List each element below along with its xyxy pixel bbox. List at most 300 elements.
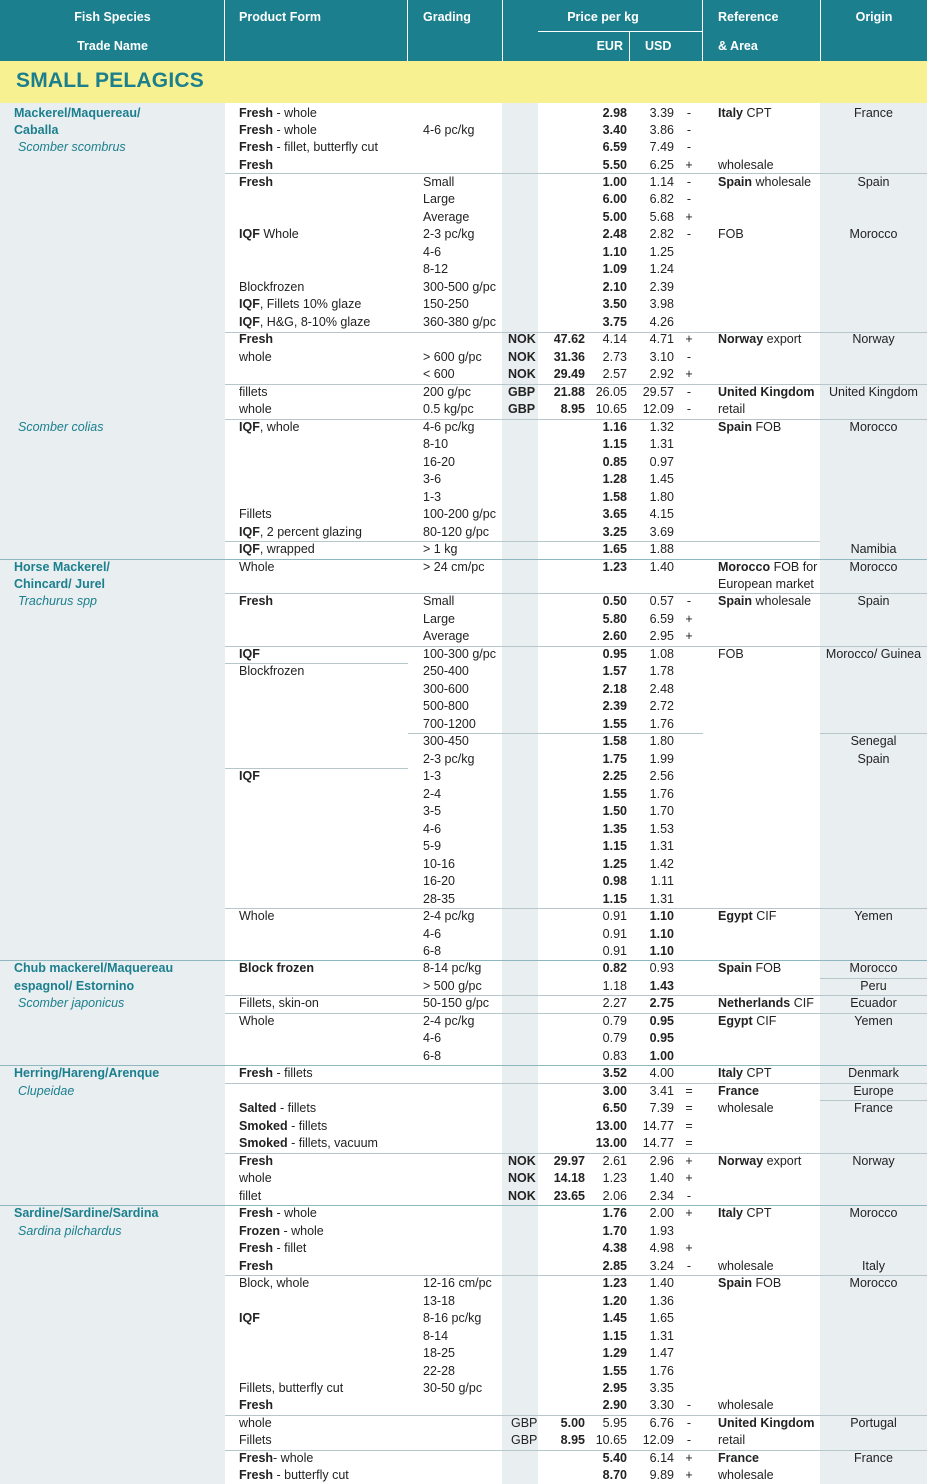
price-eur: 1.35	[602, 822, 627, 836]
trend-indicator: +	[685, 158, 693, 172]
species-label: Scomber scombrus	[18, 140, 126, 154]
price-eur: 1.55	[602, 787, 627, 801]
trend-indicator: -	[686, 192, 692, 206]
reference-area: FOB	[718, 227, 744, 241]
price-usd: 0.95	[649, 1031, 674, 1045]
price-usd: 12.09	[642, 1433, 674, 1447]
header-price-divider	[538, 31, 703, 32]
price-eur: 1.23	[602, 1276, 627, 1290]
price-usd: 6.82	[649, 192, 674, 206]
price-usd: 1.32	[649, 420, 674, 434]
header-species-label: Fish Species	[74, 10, 151, 24]
grading: 2-4	[423, 787, 442, 801]
product-form: IQF, whole	[239, 420, 300, 434]
grading: 4-6 pc/kg	[423, 420, 475, 434]
grading: 300-600	[423, 682, 469, 696]
local-price: 29.49	[553, 367, 585, 381]
price-eur: 0.91	[602, 944, 627, 958]
reference-area: Spain FOB	[718, 1276, 782, 1290]
price-usd: 7.39	[649, 1101, 674, 1115]
price-eur: 1.15	[602, 839, 627, 853]
reference-area: Italy CPT	[718, 1066, 772, 1080]
currency: NOK	[508, 1154, 536, 1168]
origin: Ecuador	[850, 996, 897, 1010]
trend-indicator: -	[686, 227, 692, 241]
grading: 2-3 pc/kg	[423, 752, 475, 766]
reference-area: France	[718, 1451, 759, 1465]
price-eur: 13.00	[595, 1119, 627, 1133]
price-usd: 4.15	[649, 507, 674, 521]
price-eur: 1.23	[602, 560, 627, 574]
price-eur: 0.95	[602, 647, 627, 661]
price-usd: 1.11	[650, 874, 674, 888]
reference-area: wholesale	[718, 158, 774, 172]
header-col-origin	[821, 0, 927, 61]
price-usd: 1.65	[649, 1311, 674, 1325]
trend-indicator: -	[686, 594, 692, 608]
local-price: 5.00	[560, 1416, 585, 1430]
price-eur: 6.59	[602, 140, 627, 154]
origin: Morocco	[849, 560, 898, 574]
reference-area: Spain FOB	[718, 420, 782, 434]
price-eur: 1.15	[602, 437, 627, 451]
price-usd: 1.25	[649, 245, 674, 259]
grading: 3-6	[423, 472, 442, 486]
product-form: fillet	[239, 1189, 262, 1203]
origin: Yemen	[854, 1014, 893, 1028]
grading: 100-200 g/pc	[423, 507, 496, 521]
price-eur: 2.27	[602, 996, 627, 1010]
reference-area: Egypt CIF	[718, 909, 777, 923]
price-eur: 3.00	[602, 1084, 627, 1098]
grading: 300-500 g/pc	[423, 280, 496, 294]
price-eur: 10.65	[595, 1433, 627, 1447]
species-label: Scomber colias	[18, 420, 104, 434]
trend-indicator: -	[686, 385, 692, 399]
price-eur: 3.75	[602, 315, 627, 329]
table-header	[0, 0, 927, 61]
price-eur: 1.18	[602, 979, 627, 993]
species-label: Sardine/Sardine/Sardina	[14, 1206, 159, 1220]
grading: 8-14	[423, 1329, 449, 1343]
price-usd: 1.31	[649, 839, 674, 853]
price-eur: 2.90	[602, 1398, 627, 1412]
local-price: 21.88	[553, 385, 585, 399]
trend-indicator: =	[685, 1119, 693, 1133]
price-eur: 1.25	[602, 857, 627, 871]
section-band	[0, 61, 927, 103]
header-col-reference	[703, 0, 821, 61]
grading: Small	[423, 594, 455, 608]
price-usd: 1.31	[649, 437, 674, 451]
product-form: Smoked - fillets, vacuum	[239, 1136, 378, 1150]
price-eur: 10.65	[595, 402, 627, 416]
price-usd: 29.57	[642, 385, 674, 399]
currency: NOK	[508, 350, 536, 364]
price-usd: 0.93	[649, 961, 674, 975]
price-eur: 0.79	[602, 1014, 627, 1028]
local-price: 8.95	[560, 402, 585, 416]
price-usd: 7.49	[649, 140, 674, 154]
price-usd: 6.14	[649, 1451, 674, 1465]
product-form: Smoked - fillets	[239, 1119, 328, 1133]
price-eur: 1.15	[602, 1329, 627, 1343]
price-eur: 3.50	[602, 297, 627, 311]
trend-indicator: -	[686, 1416, 692, 1430]
grading: 8-16 pc/kg	[423, 1311, 482, 1325]
price-usd: 2.39	[649, 280, 674, 294]
price-usd: 3.86	[649, 123, 674, 137]
price-usd: 3.35	[649, 1381, 674, 1395]
reference-area: Norway export	[718, 1154, 802, 1168]
origin: Spain	[857, 752, 890, 766]
price-eur: 2.61	[602, 1154, 627, 1168]
header-eur-label: EUR	[596, 39, 623, 53]
price-eur: 5.50	[602, 158, 627, 172]
currency: GBP	[508, 385, 536, 399]
origin: Morocco	[849, 420, 898, 434]
product-form: Fresh - whole	[239, 123, 317, 137]
grading: 0.5 kg/pc	[423, 402, 474, 416]
price-eur: 2.48	[602, 227, 627, 241]
reference-area: wholesale	[718, 1398, 774, 1412]
price-usd: 1.80	[649, 734, 674, 748]
origin: France	[854, 106, 893, 120]
price-eur: 1.29	[602, 1346, 627, 1360]
price-eur: 4.14	[602, 332, 627, 346]
currency: GBP	[511, 1433, 538, 1447]
price-usd: 14.77	[642, 1136, 674, 1150]
price-eur: 26.05	[595, 385, 627, 399]
trend-indicator: -	[686, 1398, 692, 1412]
price-eur: 1.55	[602, 717, 627, 731]
price-eur: 2.25	[602, 769, 627, 783]
price-usd: 1.31	[649, 1329, 674, 1343]
species-label: Chincard/ Jurel	[14, 577, 105, 591]
product-form: Fillets, butterfly cut	[239, 1381, 344, 1395]
price-usd: 4.26	[649, 315, 674, 329]
trend-indicator: -	[686, 402, 692, 416]
product-form: Fresh - butterfly cut	[239, 1468, 349, 1482]
price-usd: 3.30	[649, 1398, 674, 1412]
price-usd: 1.80	[649, 490, 674, 504]
price-eur: 5.95	[602, 1416, 627, 1430]
price-usd: 1.24	[649, 262, 674, 276]
trend-indicator: +	[685, 1171, 693, 1185]
grading: 4-6	[423, 927, 442, 941]
price-eur: 1.45	[602, 1311, 627, 1325]
price-usd: 5.68	[649, 210, 674, 224]
grading: Average	[423, 629, 470, 643]
trend-indicator: +	[685, 612, 693, 626]
price-eur: 2.39	[602, 699, 627, 713]
origin: Norway	[852, 1154, 895, 1168]
trend-indicator: +	[685, 1154, 693, 1168]
grading: 300-450	[423, 734, 469, 748]
trend-indicator: +	[685, 1451, 693, 1465]
price-usd: 2.82	[649, 227, 674, 241]
price-eur: 1.20	[602, 1294, 627, 1308]
local-price: 14.18	[553, 1171, 585, 1185]
price-usd: 1.31	[649, 892, 674, 906]
species-column-shade	[0, 103, 225, 1484]
grading: 18-25	[423, 1346, 455, 1360]
product-form: IQF, H&G, 8-10% glaze	[239, 315, 371, 329]
price-eur: 2.18	[602, 682, 627, 696]
price-eur: 2.95	[602, 1381, 627, 1395]
header-usd-label: USD	[645, 39, 672, 53]
row-divider	[225, 173, 927, 174]
origin: Portugal	[850, 1416, 897, 1430]
price-eur: 13.00	[595, 1136, 627, 1150]
origin: Norway	[852, 332, 895, 346]
price-usd: 1.76	[649, 1364, 674, 1378]
price-eur: 2.06	[602, 1189, 627, 1203]
trend-indicator: -	[686, 1259, 692, 1273]
price-usd: 1.14	[649, 175, 674, 189]
grading: 28-35	[423, 892, 455, 906]
product-form: Fresh	[239, 594, 274, 608]
price-usd: 1.47	[649, 1346, 674, 1360]
price-eur: 4.38	[602, 1241, 627, 1255]
product-form: IQF	[239, 769, 260, 783]
grading: 30-50 g/pc	[423, 1381, 483, 1395]
origin: Europe	[853, 1084, 894, 1098]
reference-area: Spain wholesale	[718, 594, 812, 608]
species-label: Mackerel/Maquereau/	[14, 106, 141, 120]
price-usd: 1.40	[649, 560, 674, 574]
product-form: Fresh - fillets	[239, 1066, 313, 1080]
product-form: Fresh - fillet, butterfly cut	[239, 140, 378, 154]
product-form: whole	[239, 1416, 272, 1430]
product-form: IQF, wrapped	[239, 542, 315, 556]
price-eur: 0.79	[602, 1031, 627, 1045]
local-price: 47.62	[553, 332, 585, 346]
trend-indicator: +	[685, 332, 693, 346]
price-eur: 1.10	[602, 245, 627, 259]
price-usd: 0.95	[649, 1014, 674, 1028]
species-label: Clupeidae	[18, 1084, 75, 1098]
species-label: Horse Mackerel/	[14, 560, 110, 574]
reference-area: wholesale	[718, 1468, 774, 1482]
product-form: Whole	[239, 1014, 275, 1028]
price-usd: 1.53	[649, 822, 674, 836]
reference-area: Spain FOB	[718, 961, 782, 975]
header-eur-usd-divider	[629, 31, 630, 61]
product-form: Fresh- whole	[239, 1451, 314, 1465]
grading: 700-1200	[423, 717, 476, 731]
trend-indicator: -	[686, 175, 692, 189]
product-form: IQF	[239, 647, 260, 661]
grading: 8-14 pc/kg	[423, 961, 482, 975]
origin: France	[854, 1101, 893, 1115]
grading: 200 g/pc	[423, 385, 471, 399]
price-usd: 1.40	[649, 1171, 674, 1185]
price-eur: 1.00	[602, 175, 627, 189]
local-price: 8.95	[560, 1433, 585, 1447]
product-form: whole	[239, 350, 272, 364]
product-form: Fresh - whole	[239, 1206, 317, 1220]
grading: 5-9	[423, 839, 442, 853]
price-eur: 1.15	[602, 892, 627, 906]
trend-indicator: -	[686, 1189, 692, 1203]
grading: 2-4 pc/kg	[423, 1014, 475, 1028]
local-price: 23.65	[553, 1189, 585, 1203]
header-origin-label: Origin	[855, 10, 893, 24]
price-eur: 1.75	[602, 752, 627, 766]
product-form: Fresh - whole	[239, 106, 317, 120]
price-eur: 1.76	[602, 1206, 627, 1220]
price-eur: 3.52	[602, 1066, 627, 1080]
price-usd: 6.76	[649, 1416, 674, 1430]
price-eur: 2.98	[602, 106, 627, 120]
product-form: Whole	[239, 560, 275, 574]
grading: 250-400	[423, 664, 469, 678]
price-usd: 2.92	[649, 367, 674, 381]
product-form: Fillets, skin-on	[239, 996, 319, 1010]
price-eur: 2.73	[602, 350, 627, 364]
price-usd: 0.97	[649, 455, 674, 469]
origin: Yemen	[854, 909, 893, 923]
grading: Average	[423, 210, 470, 224]
grading: Large	[423, 192, 455, 206]
grading: 4-6 pc/kg	[423, 123, 475, 137]
price-eur: 6.50	[602, 1101, 627, 1115]
grading: 150-250	[423, 297, 469, 311]
product-form: Blockfrozen	[239, 664, 305, 678]
price-eur: 1.23	[602, 1171, 627, 1185]
grading: > 600 g/pc	[423, 350, 482, 364]
price-eur: 1.58	[602, 490, 627, 504]
reference-area: wholesale	[718, 1259, 774, 1273]
price-eur: 0.85	[602, 455, 627, 469]
grading: 80-120 g/pc	[423, 525, 490, 539]
reference-area: Italy CPT	[718, 106, 772, 120]
product-form: whole	[239, 1171, 272, 1185]
price-usd: 1.36	[649, 1294, 674, 1308]
grading: 4-6	[423, 245, 442, 259]
trend-indicator: =	[685, 1136, 693, 1150]
price-usd: 12.09	[642, 402, 674, 416]
price-eur: 1.70	[602, 1224, 627, 1238]
header-col-grading	[408, 0, 503, 61]
currency-column-shade	[502, 103, 538, 1484]
price-usd: 1.10	[649, 944, 674, 958]
currency: NOK	[508, 1171, 536, 1185]
grading: 22-28	[423, 1364, 455, 1378]
product-form: fillets	[239, 385, 268, 399]
price-eur: 2.60	[602, 629, 627, 643]
price-eur: 0.98	[602, 874, 627, 888]
price-eur: 1.50	[602, 804, 627, 818]
reference-area: European market	[718, 577, 814, 591]
currency: NOK	[508, 367, 536, 381]
header-grading-label: Grading	[423, 10, 471, 24]
grading: > 500 g/pc	[423, 979, 482, 993]
reference-area: United Kingdom	[718, 385, 815, 399]
grading: > 1 kg	[423, 542, 458, 556]
price-usd: 1.40	[649, 1276, 674, 1290]
price-usd: 1.88	[649, 542, 674, 556]
price-usd: 2.75	[649, 996, 674, 1010]
price-eur: 3.40	[602, 123, 627, 137]
reference-area: Spain wholesale	[718, 175, 812, 189]
currency: GBP	[511, 1416, 538, 1430]
price-eur: 5.80	[602, 612, 627, 626]
grading: 500-800	[423, 699, 469, 713]
price-usd: 1.42	[649, 857, 674, 871]
grading: 2-4 pc/kg	[423, 909, 475, 923]
species-label: Caballa	[14, 123, 59, 137]
price-eur: 0.50	[602, 594, 627, 608]
price-eur: 1.55	[602, 1364, 627, 1378]
price-eur: 1.09	[602, 262, 627, 276]
header-col-form	[225, 0, 408, 61]
product-form: whole	[239, 402, 272, 416]
price-eur: 0.83	[602, 1049, 627, 1063]
species-label: Sardina pilchardus	[18, 1224, 122, 1238]
price-eur: 1.58	[602, 734, 627, 748]
species-label: espagnol/ Estornino	[14, 979, 135, 993]
origin: Morocco/ Guinea	[825, 647, 922, 661]
product-form: Fresh	[239, 1398, 274, 1412]
price-usd: 1.00	[649, 1049, 674, 1063]
species-label: Scomber japonicus	[18, 996, 125, 1010]
price-usd: 14.77	[642, 1119, 674, 1133]
origin: United Kingdom	[829, 385, 918, 399]
price-usd: 3.10	[649, 350, 674, 364]
grading: Large	[423, 612, 455, 626]
trend-indicator: -	[686, 106, 692, 120]
header-price-label: Price per kg	[567, 10, 639, 24]
product-form: IQF Whole	[239, 227, 299, 241]
product-form: Salted - fillets	[239, 1101, 317, 1115]
product-form: Fresh - fillet	[239, 1241, 307, 1255]
origin: Denmark	[848, 1066, 899, 1080]
product-form: Frozen - whole	[239, 1224, 324, 1238]
product-form: Block, whole	[239, 1276, 310, 1290]
local-price: 29.97	[553, 1154, 585, 1168]
trend-indicator: -	[686, 140, 692, 154]
trend-indicator: +	[685, 629, 693, 643]
price-eur: 0.91	[602, 927, 627, 941]
grading: 10-16	[423, 857, 455, 871]
reference-area: United Kingdom	[718, 1416, 815, 1430]
origin: Italy	[862, 1259, 885, 1273]
trend-indicator: =	[685, 1084, 693, 1098]
price-eur: 1.28	[602, 472, 627, 486]
origin: Morocco	[849, 227, 898, 241]
price-usd: 2.56	[649, 769, 674, 783]
price-usd: 0.57	[649, 594, 674, 608]
species-label: Trachurus spp	[18, 594, 97, 608]
reference-area: Morocco FOB for	[718, 560, 818, 574]
grading: 6-8	[423, 944, 442, 958]
price-usd: 3.24	[649, 1259, 674, 1273]
price-usd: 1.78	[649, 664, 674, 678]
origin: Spain	[857, 594, 890, 608]
grading: 100-300 g/pc	[423, 647, 496, 661]
header-area-label: & Area	[718, 39, 758, 53]
origin: Morocco	[849, 1206, 898, 1220]
grading: 3-5	[423, 804, 442, 818]
header-trade-label: Trade Name	[77, 39, 148, 53]
price-usd: 1.10	[649, 909, 674, 923]
price-usd: 1.70	[649, 804, 674, 818]
origin: Namibia	[850, 542, 897, 556]
price-usd: 2.00	[649, 1206, 674, 1220]
origin: Morocco	[849, 961, 898, 975]
